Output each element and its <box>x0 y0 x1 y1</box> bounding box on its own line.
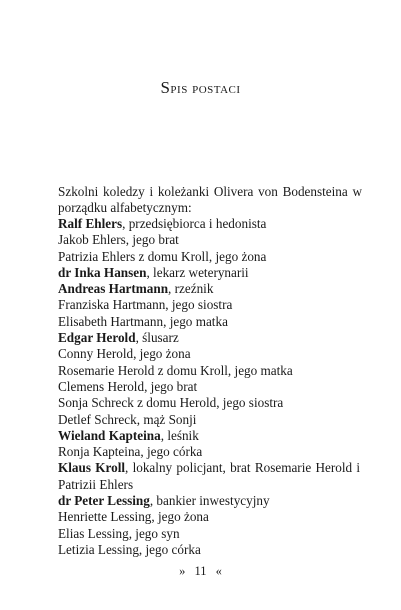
character-description: Jakob Ehlers, jego brat <box>58 232 179 248</box>
character-entry <box>58 330 368 346</box>
character-description: Clemens Herold, jego brat <box>58 378 198 394</box>
character-entry <box>58 346 368 362</box>
character-name: Edgar Herold <box>58 330 136 346</box>
character-description: Detlef Schreck, mąż Sonji <box>58 411 197 427</box>
character-description: Letizia Lessing, jego córka <box>58 541 201 557</box>
character-entry <box>58 281 368 297</box>
character-description: , leśnik <box>160 427 199 443</box>
page-number: » 11 « <box>179 564 222 578</box>
character-entry <box>58 509 368 525</box>
character-entry <box>58 216 368 232</box>
character-name: Ralf Ehlers <box>58 216 123 231</box>
character-name: dr Peter Lessing <box>58 493 150 509</box>
character-entry <box>58 363 368 379</box>
character-description: Conny Herold, jego żona <box>58 346 191 362</box>
character-description: , lokalny policjant, brat Rosemarie Herold i Patrizii Ehlers <box>58 460 360 492</box>
character-description: Sonja Schreck z domu Herold, jego siostra <box>58 395 284 411</box>
character-description: , przedsiębiorca i hedonista <box>122 216 267 231</box>
character-entry <box>58 526 368 542</box>
character-name: dr Inka Hansen <box>58 264 147 280</box>
character-entry <box>58 542 368 558</box>
character-name: Andreas Hartmann <box>58 281 169 297</box>
character-list <box>58 216 368 558</box>
character-entry <box>58 232 368 248</box>
character-entry <box>58 314 368 330</box>
character-description: , lekarz weterynarii <box>146 264 249 280</box>
character-description: Elias Lessing, jego syn <box>58 525 180 541</box>
page-title <box>0 78 401 98</box>
title-initial: S <box>160 78 171 97</box>
character-entry <box>58 460 360 493</box>
character-name: Klaus Kroll <box>58 460 126 476</box>
character-description: Franziska Hartmann, jego siostra <box>58 297 233 313</box>
character-entry <box>58 428 368 444</box>
character-entry <box>58 493 368 509</box>
character-entry <box>58 297 368 313</box>
character-entry <box>58 444 368 460</box>
character-name: Wieland Kapteina <box>58 427 161 443</box>
intro-paragraph: Szkolni koledzy i koleżanki Olivera von Bodensteina w porządku alfabetycznym: <box>58 184 362 216</box>
character-description: Patrizia Ehlers z domu Kroll, jego żona <box>58 248 267 264</box>
character-description: Rosemarie Herold z domu Kroll, jego matka <box>58 362 293 378</box>
character-entry <box>58 249 368 265</box>
character-entry <box>58 265 368 281</box>
character-entry <box>58 412 368 428</box>
character-entry <box>58 379 368 395</box>
character-description: Ronja Kapteina, jego córka <box>58 444 203 460</box>
character-description: , ślusarz <box>135 330 179 346</box>
character-description: , rzeźnik <box>168 281 214 297</box>
character-description: Henriette Lessing, jego żona <box>58 509 209 525</box>
character-entry <box>58 395 368 411</box>
title-rest: pis postaci <box>170 81 241 97</box>
character-description: Elisabeth Hartmann, jego matka <box>58 313 228 329</box>
character-description: , bankier inwestycyjny <box>149 493 270 509</box>
